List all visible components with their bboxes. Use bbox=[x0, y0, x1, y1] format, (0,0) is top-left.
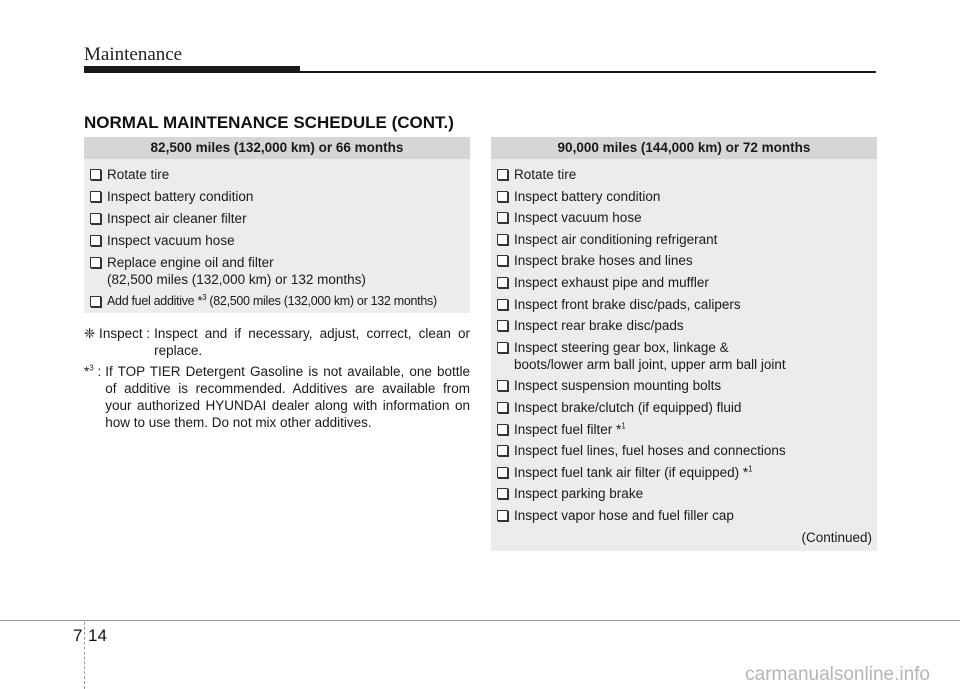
checkbox-icon bbox=[497, 402, 508, 413]
checkbox-icon bbox=[497, 277, 508, 288]
checkbox-icon bbox=[497, 255, 508, 266]
footnote-marker: 3 bbox=[202, 292, 207, 302]
item-text: Inspect rear brake disc/pads bbox=[514, 318, 684, 334]
checkbox-icon bbox=[497, 467, 508, 478]
additive-note-label: *$^3$ : bbox=[84, 363, 102, 379]
item-text: Inspect exhaust pipe and muffler bbox=[514, 274, 709, 290]
checklist-item bbox=[491, 442, 877, 459]
checklist-item bbox=[491, 399, 877, 416]
left-panel-heading: 82,500 miles (132,000 km) or 66 months bbox=[84, 137, 470, 159]
item-text: Inspect fuel lines, fuel hoses and connections bbox=[514, 443, 786, 459]
checklist-item bbox=[491, 252, 877, 269]
item-text: Rotate tire bbox=[514, 167, 577, 182]
item-subtext: (82,500 miles (132,000 km) or 132 months) bbox=[107, 272, 366, 287]
item-text: Inspect battery condition bbox=[107, 189, 254, 204]
item-text: Inspect brake hoses and lines bbox=[514, 253, 693, 269]
checkbox-icon bbox=[497, 191, 508, 202]
footer-rule bbox=[0, 620, 960, 621]
item-text: Rotate tire bbox=[107, 167, 170, 182]
item-text: Inspect fuel filter * bbox=[514, 421, 622, 437]
checkbox-icon bbox=[497, 342, 508, 353]
checkbox-icon bbox=[497, 488, 508, 499]
checkbox-icon bbox=[497, 299, 508, 310]
checkbox-icon bbox=[90, 191, 101, 202]
checkbox-icon bbox=[497, 212, 508, 223]
inspect-note bbox=[84, 325, 470, 359]
item-subtext: boots/lower arm ball joint, upper arm ball joint bbox=[514, 356, 786, 372]
item-text: Inspect fuel tank air filter (if equipped) * bbox=[514, 464, 749, 480]
checkbox-icon bbox=[90, 296, 101, 307]
checklist-item bbox=[491, 339, 877, 373]
checkbox-icon bbox=[90, 169, 101, 180]
item-text: Inspect steering gear box, linkage & bbox=[514, 339, 729, 355]
inspect-note-text: Inspect and if necessary, adjust, correct, clean or replace. bbox=[154, 326, 470, 358]
checklist-item bbox=[491, 166, 877, 183]
left-items-list bbox=[84, 159, 470, 310]
footnote-marker: 1 bbox=[621, 421, 626, 431]
footnote-marker: 1 bbox=[748, 464, 753, 474]
footer-divider bbox=[84, 622, 85, 689]
item-text: Inspect air cleaner filter bbox=[107, 211, 247, 226]
watermark: carmanualsonline.info bbox=[745, 664, 930, 685]
header-bar-thick bbox=[84, 66, 300, 73]
checklist-item bbox=[84, 232, 470, 249]
checklist-item bbox=[491, 296, 877, 313]
checklist-item bbox=[491, 377, 877, 394]
checklist-item bbox=[84, 254, 470, 288]
item-text: Inspect brake/clutch (if equipped) fluid bbox=[514, 399, 742, 415]
continued-label: (Continued) bbox=[801, 530, 872, 545]
checklist-item bbox=[491, 317, 877, 334]
additive-note-text: If TOP TIER Detergent Gasoline is not available, one bottle of additive is recommended. Additives are available from your authorized HYUNDAI dealer along with information on how to use them. Do not mix other additives. bbox=[105, 364, 470, 430]
right-items-list bbox=[491, 159, 877, 524]
additive-note bbox=[84, 363, 470, 431]
checklist-item bbox=[491, 464, 877, 481]
item-text: Replace engine oil and filter bbox=[107, 255, 274, 270]
item-text: Add fuel additive * bbox=[107, 294, 203, 308]
item-text: Inspect vapor hose and fuel filler cap bbox=[514, 507, 734, 523]
notes bbox=[84, 325, 470, 431]
item-text: Inspect parking brake bbox=[514, 486, 644, 502]
page-number: 14 bbox=[88, 626, 107, 645]
item-text-tail: (82,500 miles (132,000 km) or 132 months) bbox=[206, 294, 437, 308]
checklist-item bbox=[491, 209, 877, 226]
checkbox-icon bbox=[497, 510, 508, 521]
header-bar-thin bbox=[300, 71, 876, 73]
checklist-item bbox=[491, 231, 877, 248]
checklist-item bbox=[84, 166, 470, 183]
checkbox-icon bbox=[90, 235, 101, 246]
checklist-item bbox=[491, 274, 877, 291]
checkbox-icon bbox=[90, 257, 101, 268]
left-schedule-panel bbox=[84, 137, 470, 313]
item-text: Inspect air conditioning refrigerant bbox=[514, 231, 718, 247]
section-title: NORMAL MAINTENANCE SCHEDULE (CONT.) bbox=[84, 113, 454, 132]
checklist-item bbox=[491, 485, 877, 502]
checklist-item bbox=[84, 210, 470, 227]
header-title: Maintenance bbox=[84, 44, 183, 65]
checkbox-icon bbox=[497, 320, 508, 331]
item-text: Inspect front brake disc/pads, calipers bbox=[514, 296, 741, 312]
checkbox-icon bbox=[497, 380, 508, 391]
item-text: Inspect battery condition bbox=[514, 188, 661, 204]
item-text: Inspect suspension mounting bolts bbox=[514, 378, 722, 394]
right-panel-heading: 90,000 miles (144,000 km) or 72 months bbox=[491, 137, 877, 159]
checklist-item bbox=[491, 421, 877, 438]
checkbox-icon bbox=[497, 424, 508, 435]
inspect-note-label: ❈ Inspect : bbox=[84, 326, 151, 341]
chapter-number: 7 bbox=[73, 626, 83, 645]
item-text: Inspect vacuum hose bbox=[107, 233, 235, 248]
checklist-item bbox=[491, 188, 877, 205]
checkbox-icon bbox=[497, 169, 508, 180]
checkbox-icon bbox=[497, 445, 508, 456]
right-schedule-panel bbox=[491, 137, 877, 551]
item-text: Inspect vacuum hose bbox=[514, 210, 642, 226]
checklist-item bbox=[84, 188, 470, 205]
checklist-item bbox=[491, 507, 877, 524]
checklist-item bbox=[84, 293, 470, 310]
checkbox-icon bbox=[497, 234, 508, 245]
checkbox-icon bbox=[90, 213, 101, 224]
